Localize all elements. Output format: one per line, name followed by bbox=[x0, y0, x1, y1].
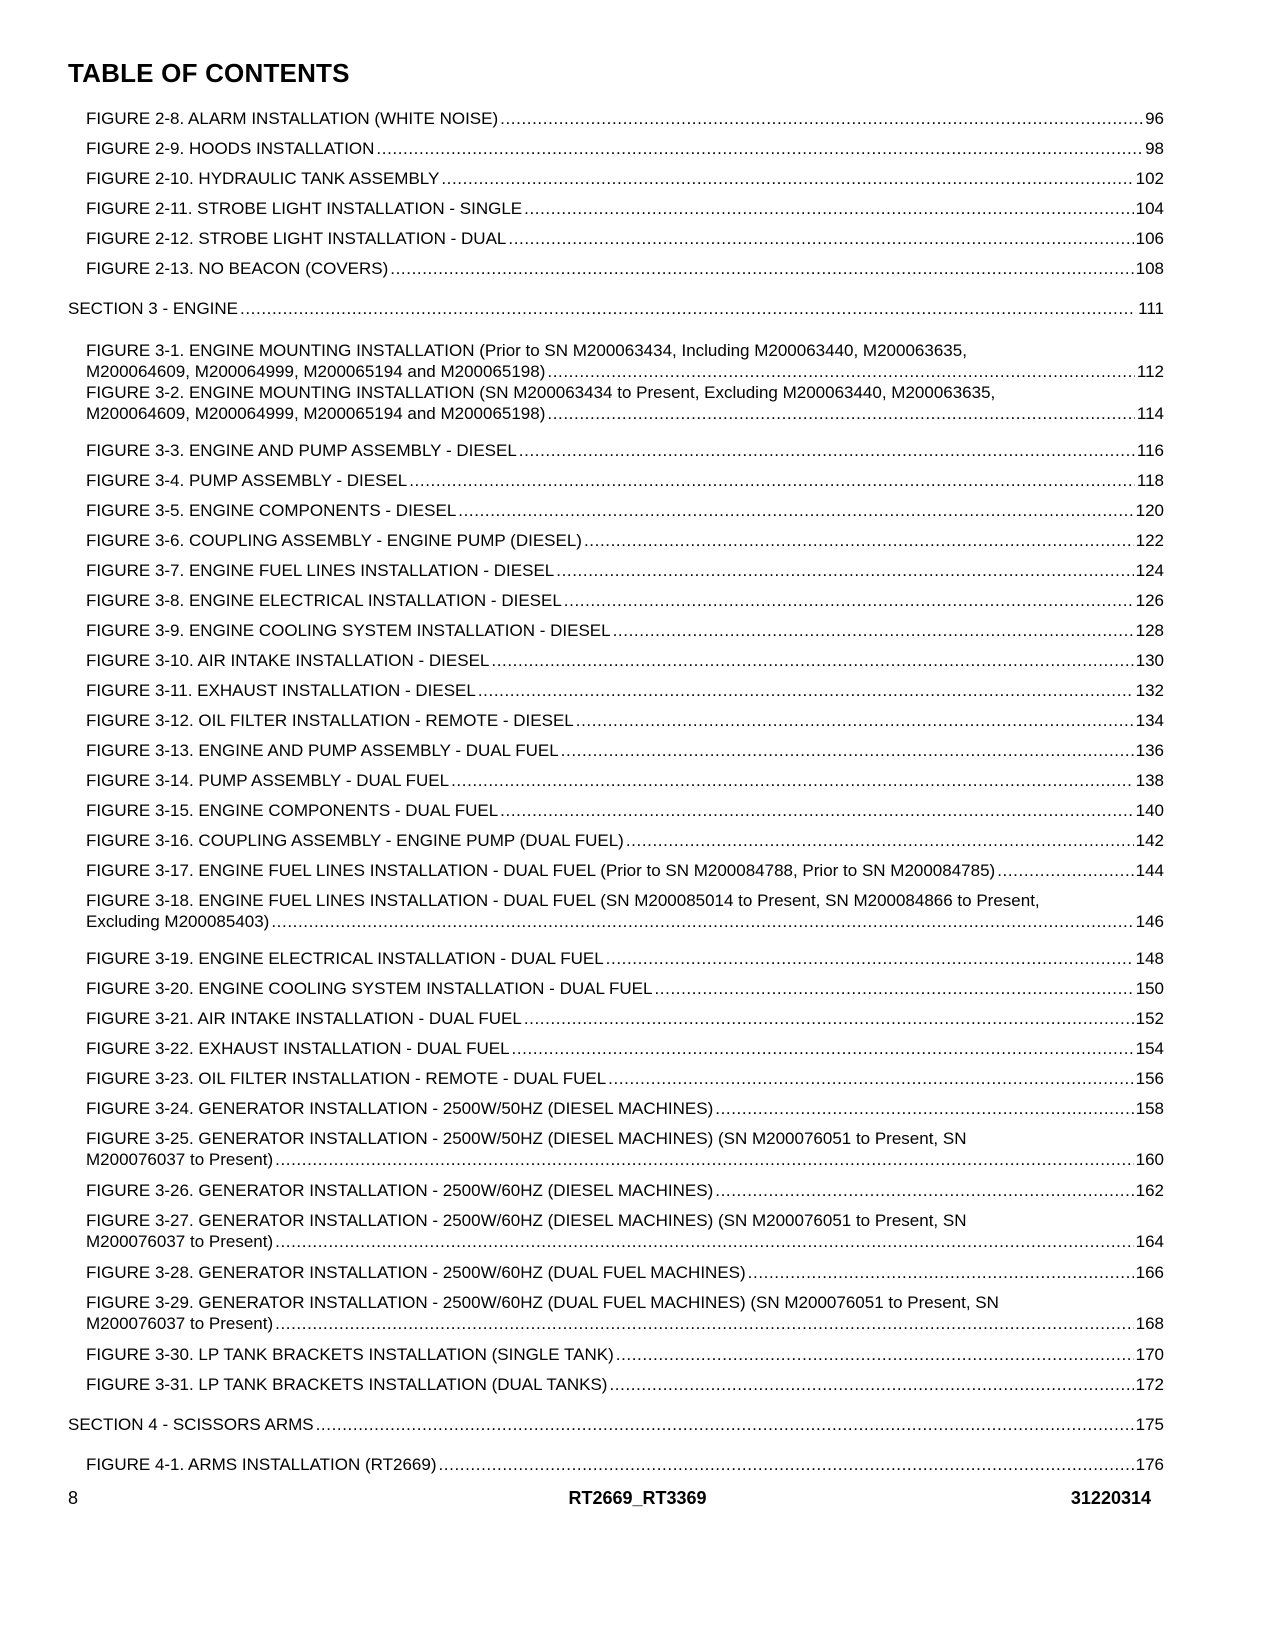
toc-entry-title: FIGURE 3-7. ENGINE FUEL LINES INSTALLATION - DIESEL bbox=[86, 561, 555, 580]
toc-entry-title: FIGURE 3-30. LP TANK BRACKETS INSTALLATION (SINGLE TANK) bbox=[86, 1345, 614, 1364]
dot-leader bbox=[997, 860, 1133, 881]
toc-figure-entry[interactable] bbox=[86, 1454, 1164, 1475]
toc-entry-title: FIGURE 2-12. STROBE LIGHT INSTALLATION - DUAL bbox=[86, 229, 507, 248]
toc-figure-entry[interactable] bbox=[86, 1292, 1164, 1334]
toc-entry-title: FIGURE 3-27. GENERATOR INSTALLATION - 2500W/60HZ (DIESEL MACHINES) (SN M200076051 to Present, SN bbox=[86, 1211, 967, 1230]
dot-leader bbox=[409, 470, 1135, 491]
toc-page-number: 126 bbox=[1135, 591, 1164, 610]
toc-page-number: 172 bbox=[1135, 1375, 1164, 1394]
toc-page-number: 148 bbox=[1135, 949, 1164, 968]
toc-page-number: 118 bbox=[1136, 471, 1164, 490]
dot-leader bbox=[556, 560, 1133, 581]
toc-entry-title: FIGURE 2-11. STROBE LIGHT INSTALLATION - SINGLE bbox=[86, 199, 523, 218]
toc-entry-title: M200076037 to Present) bbox=[86, 1314, 274, 1333]
dot-leader bbox=[316, 1414, 1134, 1435]
toc-entry-title: FIGURE 3-6. COUPLING ASSEMBLY - ENGINE PUMP (DIESEL) bbox=[86, 531, 582, 550]
toc-page-number: 150 bbox=[1135, 979, 1164, 998]
toc-figure-entry[interactable] bbox=[86, 440, 1164, 461]
page-title: TABLE OF CONTENTS bbox=[68, 58, 350, 88]
toc-entry-title: FIGURE 3-23. OIL FILTER INSTALLATION - REMOTE - DUAL FUEL bbox=[86, 1069, 607, 1088]
toc-page-number: 128 bbox=[1135, 621, 1164, 640]
toc-figure-entry[interactable] bbox=[86, 890, 1164, 932]
toc-entry-title: FIGURE 2-9. HOODS INSTALLATION bbox=[86, 139, 375, 158]
dot-leader bbox=[609, 1374, 1133, 1395]
dot-leader bbox=[451, 770, 1134, 791]
toc-page-number: 96 bbox=[1145, 109, 1164, 128]
toc-figure-entry[interactable] bbox=[86, 1038, 1164, 1059]
toc-figure-entry[interactable] bbox=[86, 560, 1164, 581]
toc-entry-title: FIGURE 3-24. GENERATOR INSTALLATION - 2500W/50HZ (DIESEL MACHINES) bbox=[86, 1099, 714, 1118]
toc-figure-entry[interactable] bbox=[86, 680, 1164, 701]
toc-entry-title: FIGURE 3-14. PUMP ASSEMBLY - DUAL FUEL bbox=[86, 771, 450, 790]
toc-figure-entry[interactable] bbox=[86, 800, 1164, 821]
toc-figure-entry[interactable] bbox=[86, 830, 1164, 851]
toc-entry-title: FIGURE 3-12. OIL FILTER INSTALLATION - REMOTE - DIESEL bbox=[86, 711, 574, 730]
dot-leader bbox=[616, 1344, 1134, 1365]
toc-page-number: 144 bbox=[1135, 861, 1164, 880]
dot-leader bbox=[441, 168, 1133, 189]
toc-entry-title: SECTION 3 - ENGINE bbox=[68, 299, 239, 318]
toc-entry-title: FIGURE 3-29. GENERATOR INSTALLATION - 2500W/60HZ (DUAL FUEL MACHINES) (SN M200076051 to Present, SN bbox=[86, 1293, 999, 1312]
dot-leader bbox=[584, 530, 1134, 551]
toc-entry-title: FIGURE 3-1. ENGINE MOUNTING INSTALLATION (Prior to SN M200063434, Including M200063440, M200063635, bbox=[86, 341, 967, 360]
toc-entry-title: FIGURE 3-31. LP TANK BRACKETS INSTALLATION (DUAL TANKS) bbox=[86, 1375, 608, 1394]
dot-leader bbox=[240, 298, 1136, 319]
dot-leader bbox=[275, 1149, 1134, 1170]
toc-section-entry[interactable] bbox=[68, 1414, 1164, 1435]
toc-entry-title: FIGURE 3-10. AIR INTAKE INSTALLATION - DIESEL bbox=[86, 651, 490, 670]
toc-entry-title: SECTION 4 - SCISSORS ARMS bbox=[68, 1415, 314, 1434]
toc-figure-entry[interactable] bbox=[86, 382, 1164, 424]
toc-entry-title: M200064609, M200064999, M200065194 and M200065198) bbox=[86, 362, 546, 381]
toc-entry-title: FIGURE 3-5. ENGINE COMPONENTS - DIESEL bbox=[86, 501, 457, 520]
dot-leader bbox=[547, 361, 1135, 382]
toc-page-number: 138 bbox=[1135, 771, 1164, 790]
dot-leader bbox=[519, 440, 1135, 461]
dot-leader bbox=[275, 1313, 1134, 1334]
dot-leader bbox=[547, 403, 1135, 424]
toc-figure-entry[interactable] bbox=[86, 340, 1164, 382]
toc-figure-entry[interactable] bbox=[86, 710, 1164, 731]
toc-entry-title: M200076037 to Present) bbox=[86, 1150, 274, 1169]
toc-figure-entry[interactable] bbox=[86, 258, 1164, 279]
toc-page-number: 112 bbox=[1136, 362, 1164, 381]
toc-page-number: 152 bbox=[1135, 1009, 1164, 1028]
dot-leader bbox=[576, 710, 1134, 731]
toc-page-number: 104 bbox=[1135, 199, 1164, 218]
toc-entry-title: FIGURE 3-25. GENERATOR INSTALLATION - 2500W/50HZ (DIESEL MACHINES) (SN M200076051 to Present, SN bbox=[86, 1129, 967, 1148]
toc-entry-title: FIGURE 2-8. ALARM INSTALLATION (WHITE NOISE) bbox=[86, 109, 499, 128]
toc-page-number: 130 bbox=[1135, 651, 1164, 670]
toc-page-number: 111 bbox=[1138, 299, 1164, 318]
dot-leader bbox=[376, 138, 1143, 159]
toc-entry-title: FIGURE 2-13. NO BEACON (COVERS) bbox=[86, 259, 389, 278]
toc-page-number: 134 bbox=[1135, 711, 1164, 730]
toc-entry-title: FIGURE 3-3. ENGINE AND PUMP ASSEMBLY - DIESEL bbox=[86, 441, 517, 460]
toc-figure-entry[interactable] bbox=[86, 470, 1164, 491]
toc-figure-entry[interactable] bbox=[86, 1344, 1164, 1365]
toc-entry-title: FIGURE 3-8. ENGINE ELECTRICAL INSTALLATION - DIESEL bbox=[86, 591, 562, 610]
toc-entry-title: FIGURE 3-20. ENGINE COOLING SYSTEM INSTALLATION - DUAL FUEL bbox=[86, 979, 653, 998]
dot-leader bbox=[564, 590, 1134, 611]
dot-leader bbox=[508, 228, 1133, 249]
toc-entry-title: FIGURE 3-28. GENERATOR INSTALLATION - 2500W/60HZ (DUAL FUEL MACHINES) bbox=[86, 1263, 746, 1282]
toc-page-number: 136 bbox=[1135, 741, 1164, 760]
toc-entry-title: FIGURE 3-21. AIR INTAKE INSTALLATION - DUAL FUEL bbox=[86, 1009, 522, 1028]
dot-leader bbox=[524, 1008, 1134, 1029]
dot-leader bbox=[626, 830, 1134, 851]
toc-entry-title: FIGURE 3-11. EXHAUST INSTALLATION - DIESEL bbox=[86, 681, 476, 700]
toc-entry-title: FIGURE 3-18. ENGINE FUEL LINES INSTALLATION - DUAL FUEL (SN M200085014 to Present, SN M200084866 to Present, bbox=[86, 891, 1040, 910]
dot-leader bbox=[275, 1231, 1134, 1252]
toc-figure-entry[interactable] bbox=[86, 650, 1164, 671]
toc-figure-entry[interactable] bbox=[86, 590, 1164, 611]
toc-page-number: 164 bbox=[1135, 1232, 1164, 1251]
footer-model: RT2669_RT3369 bbox=[568, 1488, 707, 1508]
toc-page-number: 168 bbox=[1135, 1314, 1164, 1333]
toc-figure-entry[interactable] bbox=[86, 198, 1164, 219]
toc-entry-title: FIGURE 3-19. ENGINE ELECTRICAL INSTALLATION - DUAL FUEL bbox=[86, 949, 604, 968]
toc-page-number: 142 bbox=[1135, 831, 1164, 850]
dot-leader bbox=[606, 948, 1134, 969]
dot-leader bbox=[613, 620, 1134, 641]
toc-page-number: 170 bbox=[1135, 1345, 1164, 1364]
toc-figure-entry[interactable] bbox=[86, 228, 1164, 249]
toc-entry-title: FIGURE 4-1. ARMS INSTALLATION (RT2669) bbox=[86, 1455, 437, 1474]
toc-page-number: 116 bbox=[1136, 441, 1164, 460]
dot-leader bbox=[438, 1454, 1133, 1475]
dot-leader bbox=[561, 740, 1134, 761]
toc-figure-entry[interactable] bbox=[86, 1128, 1164, 1170]
dot-leader bbox=[654, 978, 1133, 999]
toc-figure-entry[interactable] bbox=[86, 978, 1164, 999]
toc-page-number: 122 bbox=[1135, 531, 1164, 550]
toc-page-number: 132 bbox=[1135, 681, 1164, 700]
toc-entry-title: M200076037 to Present) bbox=[86, 1232, 274, 1251]
toc-page-number: 140 bbox=[1135, 801, 1164, 820]
toc-page-number: 106 bbox=[1135, 229, 1164, 248]
toc-entry-title: FIGURE 3-15. ENGINE COMPONENTS - DUAL FUEL bbox=[86, 801, 499, 820]
toc-entry-title: FIGURE 3-26. GENERATOR INSTALLATION - 2500W/60HZ (DIESEL MACHINES) bbox=[86, 1181, 714, 1200]
toc-figure-entry[interactable] bbox=[86, 1068, 1164, 1089]
dot-leader bbox=[458, 500, 1133, 521]
toc-figure-entry[interactable] bbox=[86, 948, 1164, 969]
toc-page-number: 158 bbox=[1135, 1099, 1164, 1118]
toc-figure-entry[interactable] bbox=[86, 1008, 1164, 1029]
toc-section-entry[interactable] bbox=[68, 298, 1164, 319]
toc-entry-title: FIGURE 2-10. HYDRAULIC TANK ASSEMBLY bbox=[86, 169, 440, 188]
toc-figure-entry[interactable] bbox=[86, 138, 1164, 159]
toc-page-number: 175 bbox=[1135, 1415, 1164, 1434]
toc-figure-entry[interactable] bbox=[86, 1098, 1164, 1119]
footer-page-number: 8 bbox=[68, 1488, 79, 1508]
dot-leader bbox=[390, 258, 1133, 279]
toc-page-number: 146 bbox=[1135, 912, 1164, 931]
toc-figure-entry[interactable] bbox=[86, 108, 1164, 129]
toc-page-number: 156 bbox=[1135, 1069, 1164, 1088]
toc-page-number: 98 bbox=[1145, 139, 1164, 158]
dot-leader bbox=[524, 198, 1134, 219]
toc-entry-title: FIGURE 3-16. COUPLING ASSEMBLY - ENGINE PUMP (DUAL FUEL) bbox=[86, 831, 624, 850]
dot-leader bbox=[748, 1262, 1134, 1283]
toc-page-number: 102 bbox=[1135, 169, 1164, 188]
toc-page-number: 176 bbox=[1135, 1455, 1164, 1474]
dot-leader bbox=[271, 911, 1133, 932]
toc-page-number: 162 bbox=[1135, 1181, 1164, 1200]
toc-figure-entry[interactable] bbox=[86, 1210, 1164, 1252]
toc-page-number: 114 bbox=[1136, 404, 1164, 423]
dot-leader bbox=[478, 680, 1134, 701]
toc-page-number: 154 bbox=[1135, 1039, 1164, 1058]
toc-figure-entry[interactable] bbox=[86, 770, 1164, 791]
toc-figure-entry[interactable] bbox=[86, 500, 1164, 521]
toc-entry-title: Excluding M200085403) bbox=[86, 912, 270, 931]
toc-figure-entry[interactable] bbox=[86, 620, 1164, 641]
toc-figure-entry[interactable] bbox=[86, 740, 1164, 761]
dot-leader bbox=[500, 800, 1133, 821]
toc-entry-title: FIGURE 3-4. PUMP ASSEMBLY - DIESEL bbox=[86, 471, 408, 490]
toc-figure-entry[interactable] bbox=[86, 1374, 1164, 1395]
toc-page-number: 124 bbox=[1135, 561, 1164, 580]
toc-entry-title: FIGURE 3-2. ENGINE MOUNTING INSTALLATION (SN M200063434 to Present, Excluding M200063440, M200063635, bbox=[86, 383, 996, 402]
dot-leader bbox=[608, 1068, 1133, 1089]
dot-leader bbox=[715, 1180, 1133, 1201]
toc-entry-title: FIGURE 3-22. EXHAUST INSTALLATION - DUAL FUEL bbox=[86, 1039, 510, 1058]
toc-page-number: 160 bbox=[1135, 1150, 1164, 1169]
toc-entry-title: FIGURE 3-13. ENGINE AND PUMP ASSEMBLY - DUAL FUEL bbox=[86, 741, 559, 760]
dot-leader bbox=[500, 108, 1143, 129]
toc-page-number: 120 bbox=[1135, 501, 1164, 520]
toc-entry-title: M200064609, M200064999, M200065194 and M200065198) bbox=[86, 404, 546, 423]
toc-entry-title: FIGURE 3-17. ENGINE FUEL LINES INSTALLATION - DUAL FUEL (Prior to SN M200084788, Prior to SN M200084785) bbox=[86, 861, 996, 880]
toc-figure-entry[interactable] bbox=[86, 530, 1164, 551]
dot-leader bbox=[512, 1038, 1134, 1059]
dot-leader bbox=[491, 650, 1133, 671]
toc-entry-title: FIGURE 3-9. ENGINE COOLING SYSTEM INSTALLATION - DIESEL bbox=[86, 621, 611, 640]
toc-page-number: 108 bbox=[1135, 259, 1164, 278]
toc-figure-entry[interactable] bbox=[86, 168, 1164, 189]
toc-page-number: 166 bbox=[1135, 1263, 1164, 1282]
dot-leader bbox=[715, 1098, 1133, 1119]
toc-figure-entry[interactable] bbox=[86, 860, 1164, 881]
footer-doc-number: 31220314 bbox=[1070, 1488, 1151, 1508]
toc-figure-entry[interactable] bbox=[86, 1180, 1164, 1201]
toc-figure-entry[interactable] bbox=[86, 1262, 1164, 1283]
